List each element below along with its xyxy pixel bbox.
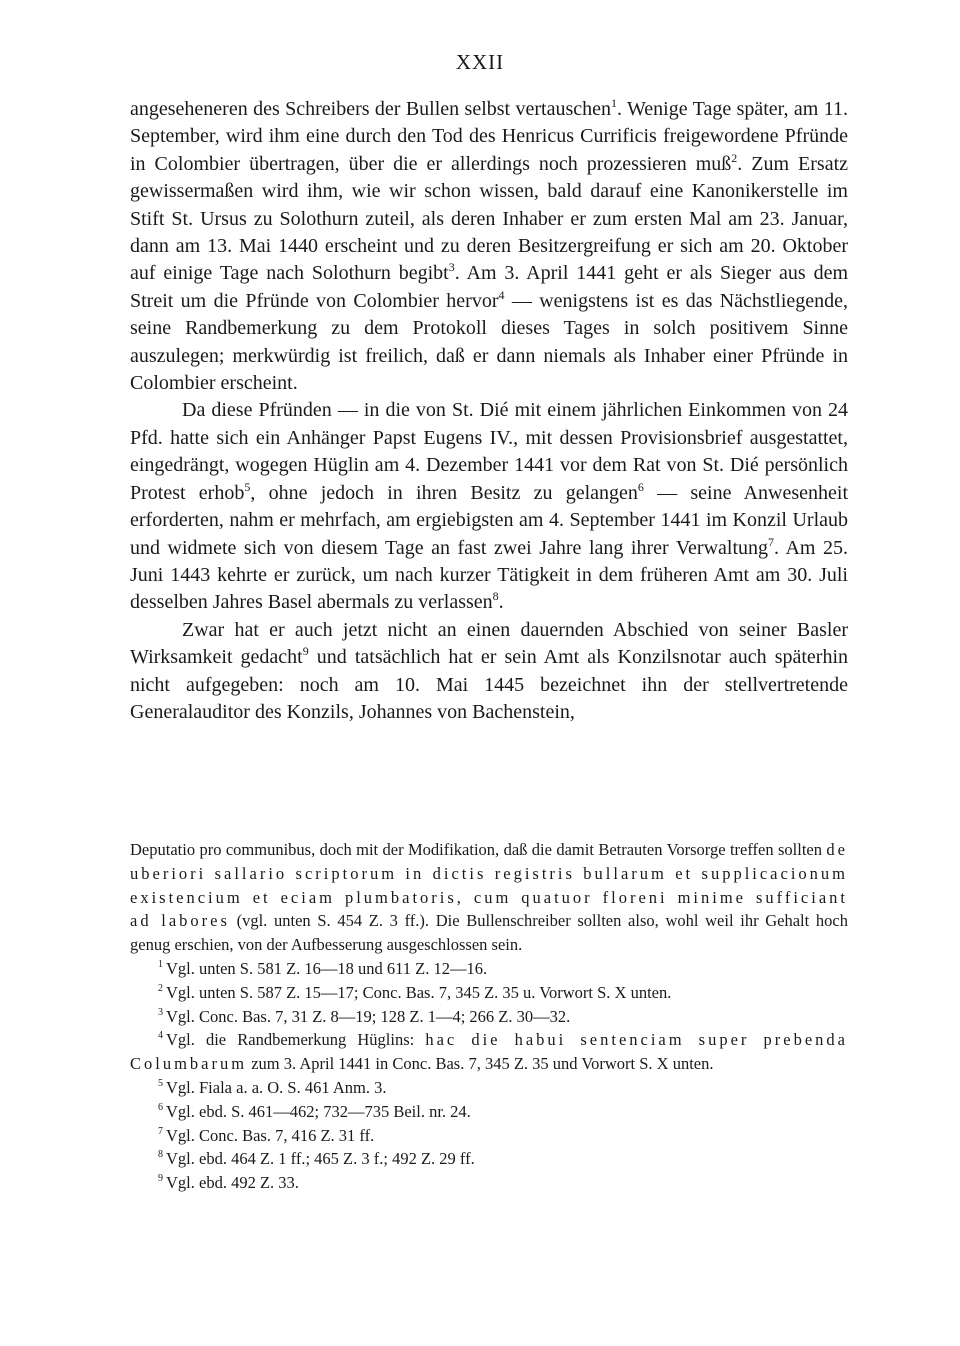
footnote-ref: 1 (611, 96, 617, 110)
footnote-text: Vgl. Fiala a. a. O. S. 461 Anm. 3. (166, 1077, 387, 1097)
paragraph-1 (130, 96, 848, 397)
footnote-7 (130, 1124, 848, 1148)
footnote-number: 3 (158, 1006, 163, 1018)
text-run: . (498, 591, 504, 614)
text-run: . Wenige Tage später, am 11. September, wird ihm eine durch den Tod des Henricus Currificis freigewordene Pfründe in Colombier übertragen, über die er allerdings noch prozessieren muß (130, 98, 848, 175)
footnote-ref: 8 (492, 589, 499, 604)
text-run: (vgl. unten S. 454 Z. 3 ff.). Die Bullenschreiber sollten also, wohl weil ihr Gehalt hoch genug erschien, von der Aufbesserung ausgeschlossen sein. (130, 911, 848, 955)
footnote-text: Vgl. ebd. 492 Z. 33. (166, 1173, 299, 1193)
footnote-8 (130, 1147, 848, 1171)
text-run: Deputatio pro communibus, doch mit der Modifikation, daß die damit Betrauten Vorsorge treffen sollten (130, 840, 827, 859)
text-run: . Am 25. Juni 1443 kehrte er zurück, um nach kurzer Tätigkeit in dem früheren Amt am 30. Juli desselben Jahres Basel abermals zu verlassen (130, 536, 848, 614)
footnote-ref: 9 (302, 644, 309, 659)
footnote-5 (130, 1076, 848, 1100)
page-number: XXII (455, 50, 505, 74)
text-run: und tatsächlich hat er sein Amt als Konzilsnotar auch späterhin nicht aufgegeben: noch am 10. Mai 1445 bezeichnet ihn der stellvertretende Generalauditor des Konzils, Johannes von Bachenstein, (130, 646, 849, 723)
footnote-ref: 5 (244, 479, 251, 494)
text-run: . Am 3. April 1441 geht er als Sieger aus dem Streit um die Pfründe von Colombier hervor (130, 262, 848, 312)
text-run: — wenigstens ist es das Nächstliegende, seine Randbemerkung zu dem Protokoll dieses Tages in solch positivem Sinne auszulegen; merkwürdig ist freilich, daß er dann niemals als Inhaber einer Pfründe in Colombier erscheint. (130, 289, 849, 395)
footnote-4 (130, 1028, 848, 1076)
footnotes (130, 838, 848, 1195)
footnote-1 (130, 957, 848, 981)
footnote-ref: 4 (498, 287, 505, 302)
footnote-text: Vgl. unten S. 587 Z. 15—17; Conc. Bas. 7, 345 Z. 35 u. Vorwort S. X unten. (166, 982, 672, 1002)
footnote-ref: 7 (768, 534, 775, 549)
footnote-ref: 2 (731, 150, 738, 165)
latin-quote: hac die habui sentenciam super prebenda Columbarum (130, 1030, 848, 1074)
footnote-text: Vgl. unten S. 581 Z. 16—18 und 611 Z. 12—16. (166, 958, 488, 978)
text-run: , ohne jedoch in ihren Besitz zu gelangen (250, 481, 638, 504)
latin-quote: de uberiori sallario scriptorum in dictis registris bullarum et supplicacionum existencium et eciam plumbatoris, cum quatuor floreni minime sufficiant ad labores (130, 840, 848, 931)
footnote-2 (130, 981, 848, 1005)
text-run: Zwar hat er auch jetzt nicht an einen dauernden Abschied von seiner Basler Wirksamkeit gedacht (130, 618, 848, 669)
footnote-text: Vgl. die Randbemerkung Hüglins: (166, 1030, 426, 1050)
footnote-3 (130, 1005, 848, 1029)
footnote-text: Vgl. ebd. S. 461—462; 732—735 Beil. nr. 24. (166, 1101, 471, 1121)
footnote-number: 6 (158, 1101, 163, 1113)
footnote-number: 2 (158, 982, 163, 994)
footnote-text: Vgl. ebd. 464 Z. 1 ff.; 465 Z. 3 f.; 492 Z. 29 ff. (166, 1149, 475, 1169)
text-run: Da diese Pfründen — in die von St. Dié mit einem jährlichen Einkommen von 24 Pfd. hatte sich ein Anhänger Papst Eugens IV., mit dessen Provisionsbrief ausgestattet, eingedrängt, wogegen Hüglin am 4. Dezember 1441 vor dem Rat von St. Dié persönlich Protest erhob (130, 399, 848, 504)
footnote-ref: 6 (637, 479, 644, 494)
footnote-ref: 3 (448, 260, 455, 275)
footnote-number: 7 (158, 1125, 163, 1137)
text-run: . Zum Ersatz gewissermaßen wird ihm, wie wir schon wissen, bald darauf eine Kanonikerstelle im Stift St. Ursus zu Solothurn zuteil, als deren Inhaber er zum ersten Mal am 23. Januar, dann am 13. Mai 1440 erscheint und zu deren Besitzergreifung er sich am 20. Oktober auf einige Tage nach Solothurn begibt (130, 152, 849, 285)
footnote-text: Vgl. Conc. Bas. 7, 31 Z. 8—19; 128 Z. 1—4; 266 Z. 30—32. (166, 1006, 571, 1026)
footnote-text: Vgl. Conc. Bas. 7, 416 Z. 31 ff. (166, 1125, 375, 1145)
main-text (130, 96, 848, 726)
text-run: angeseheneren des Schreibers der Bullen selbst vertauschen (130, 98, 611, 120)
paragraph-3 (130, 617, 848, 727)
footnote-continuation (130, 838, 848, 957)
footnote-6 (130, 1100, 848, 1124)
footnote-number: 4 (158, 1030, 163, 1042)
footnote-number: 8 (158, 1149, 163, 1161)
text-run: — seine Anwesenheit erforderten, nahm er mehrfach, am ergiebigsten am 4. September 1441 im Konzil Urlaub und widmete sich von diesem Tage an fast zwei Jahre lang ihrer Verwaltung (130, 481, 849, 559)
footnote-number: 9 (158, 1173, 163, 1185)
footnote-text: zum 3. April 1441 in Conc. Bas. 7, 345 Z. 35 und Vorwort S. X unten. (247, 1054, 714, 1074)
footnote-number: 1 (158, 958, 163, 970)
paragraph-2 (130, 397, 848, 616)
footnote-number: 5 (158, 1077, 163, 1089)
footnote-9 (130, 1171, 848, 1195)
